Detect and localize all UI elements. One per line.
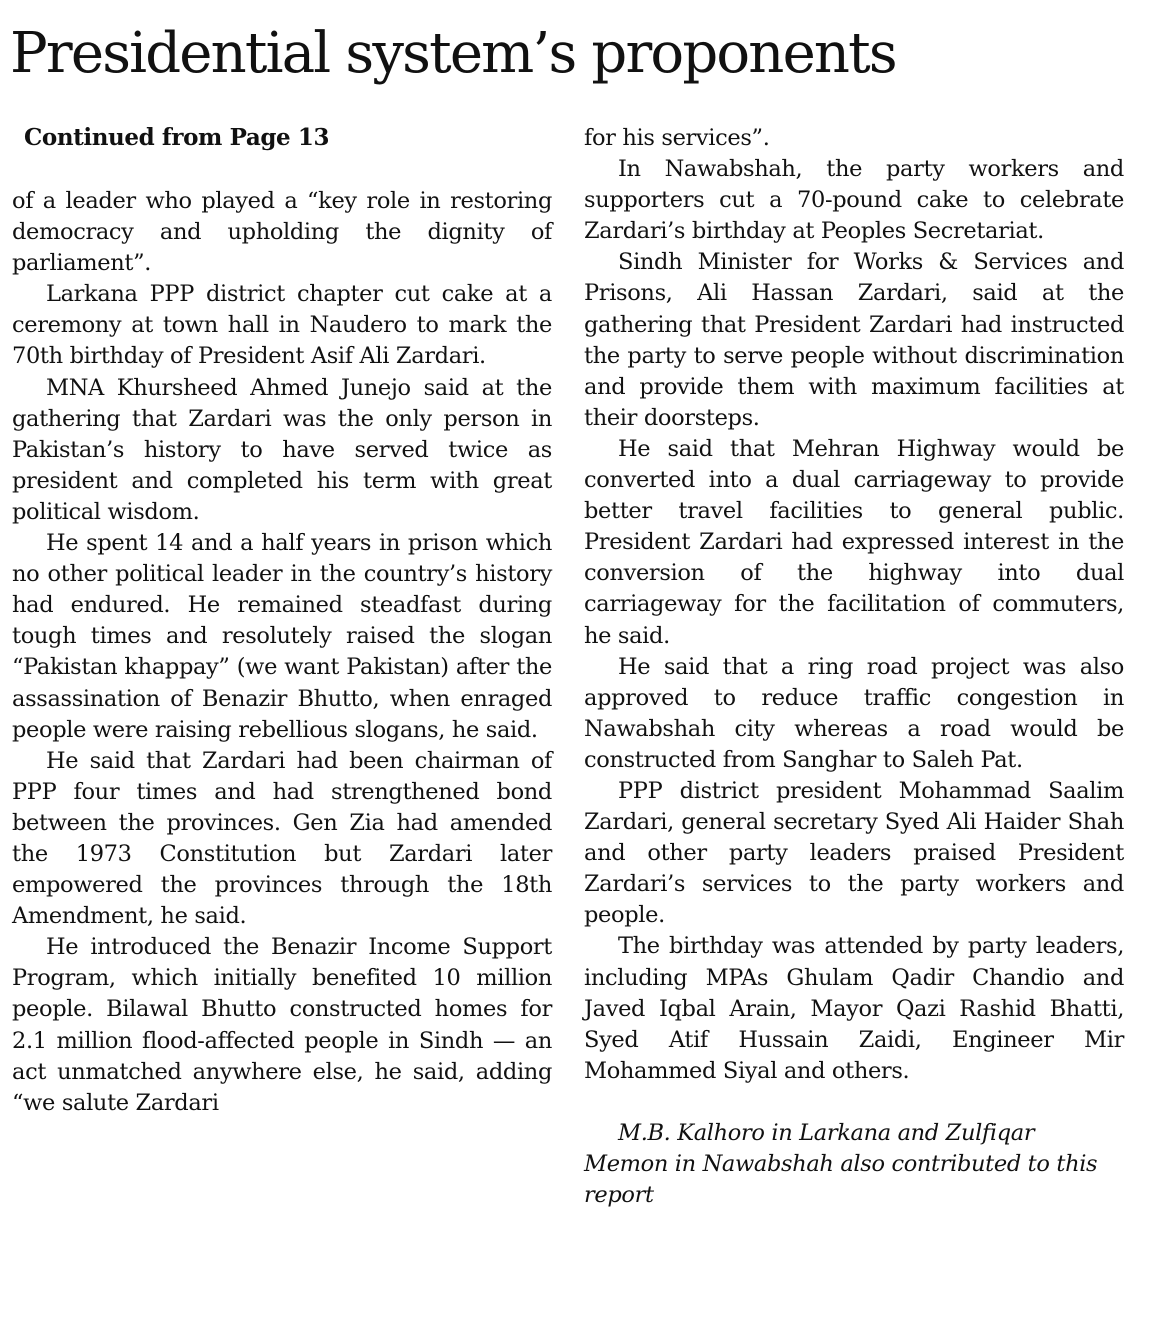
paragraph: He said that Mehran Highway would be converted into a dual carriageway to provide better travel facilities to general public. President Zardari had expressed interest in the conversion of the highway into dual carriageway for the facilitation of commuters, he said. bbox=[584, 435, 1124, 649]
headline: Presidential system’s proponents bbox=[10, 21, 896, 86]
paragraph: PPP district president Mohammad Saalim Zardari, general secretary Syed Ali Haider Shah and other party leaders praised President Zardari’s services to the party workers and people. bbox=[584, 777, 1124, 929]
paragraph: The birthday was attended by party leaders, including MPAs Ghulam Qadir Chandio and Javed Iqbal Arain, Mayor Qazi Rashid Bhatti, Syed Atif Hussain Zaidi, Engineer Mir Mohammed Siyal and others. bbox=[584, 933, 1124, 1084]
paragraph: Sindh Minister for Works & Services and Prisons, Ali Hassan Zardari, said at the gathering that President Zardari had instructed the party to serve people without discrimination and provide them with maximum facilities at their doorsteps. bbox=[584, 249, 1124, 431]
paragraph: Larkana PPP district chapter cut cake at a ceremony at town hall in Naudero to mark the 70th birthday of President Asif Ali Zardari. bbox=[12, 281, 552, 370]
paragraph: He introduced the Benazir Income Support Program, which initially benefited 10 million people. Bilawal Bhutto constructed homes for 2.1 million flood-affected people in Sindh — an act unmatched anywhere else, he said, adding “we salute Zardari bbox=[12, 934, 552, 1116]
left-column-body bbox=[12, 186, 552, 1119]
continuation-line: for his services”. bbox=[584, 125, 770, 151]
paragraph: He said that Zardari had been chairman of PPP four times and had strengthened bond between the provinces. Gen Zia had amended the 1973 Constitution but Zardari later empowered the provinces through the 18th Amendment, he said. bbox=[12, 747, 552, 930]
paragraph: MNA Khursheed Ahmed Junejo said at the gathering that Zardari was the only person in Pakistan’s history to have served twice as president and completed his term with great political wisdom. bbox=[12, 374, 552, 525]
right-column-body bbox=[584, 123, 1124, 1211]
continued-from-label: Continued from Page 13 bbox=[24, 124, 330, 151]
contributor-credit: M.B. Kalhoro in Larkana and Zulfiqar Memon in Nawabshah also contributed to this report bbox=[584, 1119, 1098, 1209]
paragraph: of a leader who played a “key role in restoring democracy and upholding the dignity of parliament”. bbox=[12, 188, 552, 277]
paragraph: He said that a ring road project was also approved to reduce traffic congestion in Nawabshah city whereas a road would be constructed from Sanghar to Saleh Pat. bbox=[584, 653, 1124, 773]
paragraph: In Nawabshah, the party workers and supporters cut a 70-pound cake to celebrate Zardari’s birthday at Peoples Secretariat. bbox=[584, 156, 1124, 245]
paragraph: He spent 14 and a half years in prison which no other political leader in the country’s history had endured. He remained steadfast during tough times and resolutely raised the slogan “Pakistan khappay” (we want Pakistan) after the assassination of Benazir Bhutto, when enraged people were raising rebellious slogans, he said. bbox=[12, 530, 552, 743]
